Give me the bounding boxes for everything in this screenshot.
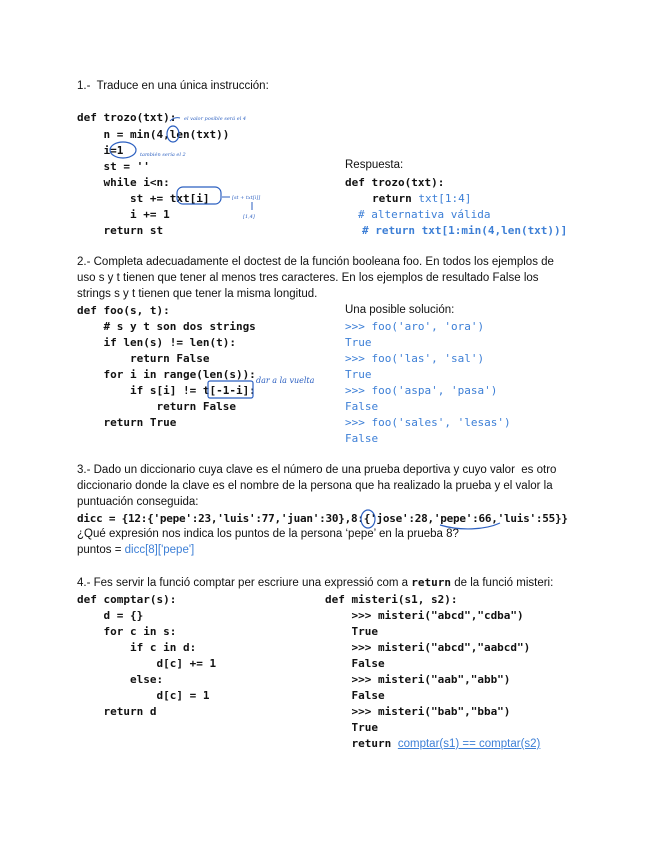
- return-keyword: return: [325, 737, 398, 750]
- q1-answer-label: Respuesta:: [345, 159, 404, 171]
- code-line: st += txt[i]: [77, 192, 210, 205]
- code-line: d[c] += 1: [77, 657, 217, 670]
- code-line: def foo(s, t):: [77, 304, 170, 317]
- code-line: >>> misteri("abcd","aabcd"): [325, 641, 531, 654]
- heading-text: 4.- Fes servir la funció comptar per escriure una expressió com a: [77, 577, 412, 589]
- note-two: también sería el 2: [140, 152, 186, 158]
- q4-return-line: [325, 737, 540, 750]
- q1-heading: 1.- Traduce en una única instrucción:: [77, 80, 269, 92]
- doctest-line: >>> foo('aspa', 'pasa'): [345, 384, 498, 397]
- code-line: # s y t son dos strings: [77, 320, 256, 333]
- code-line: True: [325, 721, 378, 734]
- code-line: >>> misteri("aab","abb"): [325, 673, 511, 686]
- heading-keyword: return: [411, 576, 452, 589]
- code-line: else:: [77, 673, 164, 686]
- note-max: el valor posible será el 4: [184, 116, 247, 122]
- code-line: st = '': [77, 160, 150, 173]
- q2-solution-label: Una posible solución:: [345, 304, 455, 316]
- code-line: return False: [77, 352, 210, 365]
- code-line: def comptar(s):: [77, 593, 177, 606]
- q3-dict-line: dicc = {12:{'pepe':23,'luis':77,'juan':30},8:{'jose':28,'pepe':66,'luis':55}}: [77, 512, 568, 525]
- code-line: i += 1: [77, 208, 170, 221]
- underline-pepe: [440, 523, 500, 529]
- q3-heading-line: puntuación conseguida:: [77, 496, 199, 508]
- code-line: i=1: [77, 144, 124, 157]
- heading-text: de la funció misteri:: [451, 577, 554, 589]
- code-line: d[c] = 1: [77, 689, 210, 702]
- code-line: def misteri(s1, s2):: [325, 593, 458, 606]
- code-line: n = min(4,len(txt)): [77, 128, 230, 141]
- code-line: d = {}: [77, 609, 144, 622]
- answer-label: puntos =: [77, 544, 125, 556]
- code-line: if len(s) != len(t):: [77, 336, 236, 349]
- code-line: >>> misteri("bab","bba"): [325, 705, 511, 718]
- code-line: return d: [77, 705, 157, 718]
- doctest-line: True: [345, 368, 372, 381]
- code-line: return True: [77, 416, 177, 429]
- code-line: return st: [77, 224, 164, 237]
- return-expression: comptar(s1) == comptar(s2): [397, 738, 541, 750]
- q2-heading-line: 2.- Completa adecuadamente el doctest de la función booleana foo. En todos los ejemplos de: [77, 256, 554, 268]
- q4-heading: [77, 576, 553, 589]
- note-concat: [st + txt[i]]: [232, 195, 261, 201]
- circle-8: [361, 510, 375, 528]
- doctest-line: False: [345, 400, 379, 413]
- code-line: >>> misteri("abcd","cdba"): [325, 609, 524, 622]
- code-line: if s[i] != t[-1-i]:: [77, 384, 256, 397]
- answer-value: dicc[8]['pepe']: [124, 544, 195, 556]
- code-line: return False: [77, 400, 236, 413]
- q3-heading-line: 3.- Dado un diccionario cuya clave es el número de una prueba deportiva y cuyo valor es otro: [77, 464, 557, 476]
- doctest-line: >>> foo('las', 'sal'): [345, 352, 485, 365]
- code-line: for i in range(len(s)):: [77, 368, 256, 381]
- return-value: txt[1:4]: [418, 192, 472, 205]
- q1-alt-comment: # alternativa válida: [358, 208, 491, 221]
- doctest-line: True: [345, 336, 372, 349]
- code-line: def trozo(txt):: [77, 111, 177, 124]
- q3-heading-line: diccionario donde la clave es el nombre de la persona que ha realizado la prueba y el valor la: [77, 480, 553, 492]
- code-line: True: [325, 625, 378, 638]
- code-line: False: [325, 657, 385, 670]
- q3-question: ¿Qué expresión nos indica los puntos de la persona ‘pepe’ en la prueba 8?: [77, 528, 459, 540]
- q2-heading-line: uso s y t tienen que tener al menos tres caracteres. En los ejemplos de resultado False los: [77, 272, 539, 284]
- q1-answer-def: def trozo(txt):: [345, 176, 445, 189]
- doctest-line: >>> foo('aro', 'ora'): [345, 320, 485, 333]
- code-line: False: [325, 689, 385, 702]
- return-keyword: return: [372, 192, 419, 205]
- code-line: if c in d:: [77, 641, 197, 654]
- q2-heading-line: strings s y t tienen que tener la misma longitud.: [77, 288, 318, 300]
- code-line: while i<n:: [77, 176, 170, 189]
- note-range: [1,4]: [243, 214, 255, 220]
- code-line: for c in s:: [77, 625, 177, 638]
- doctest-line: >>> foo('sales', 'lesas'): [345, 416, 511, 429]
- doctest-line: False: [345, 432, 379, 445]
- note-reverse: dar a la vuelta: [256, 376, 315, 385]
- q1-alt-return: # return txt[1:min(4,len(txt))]: [362, 224, 568, 237]
